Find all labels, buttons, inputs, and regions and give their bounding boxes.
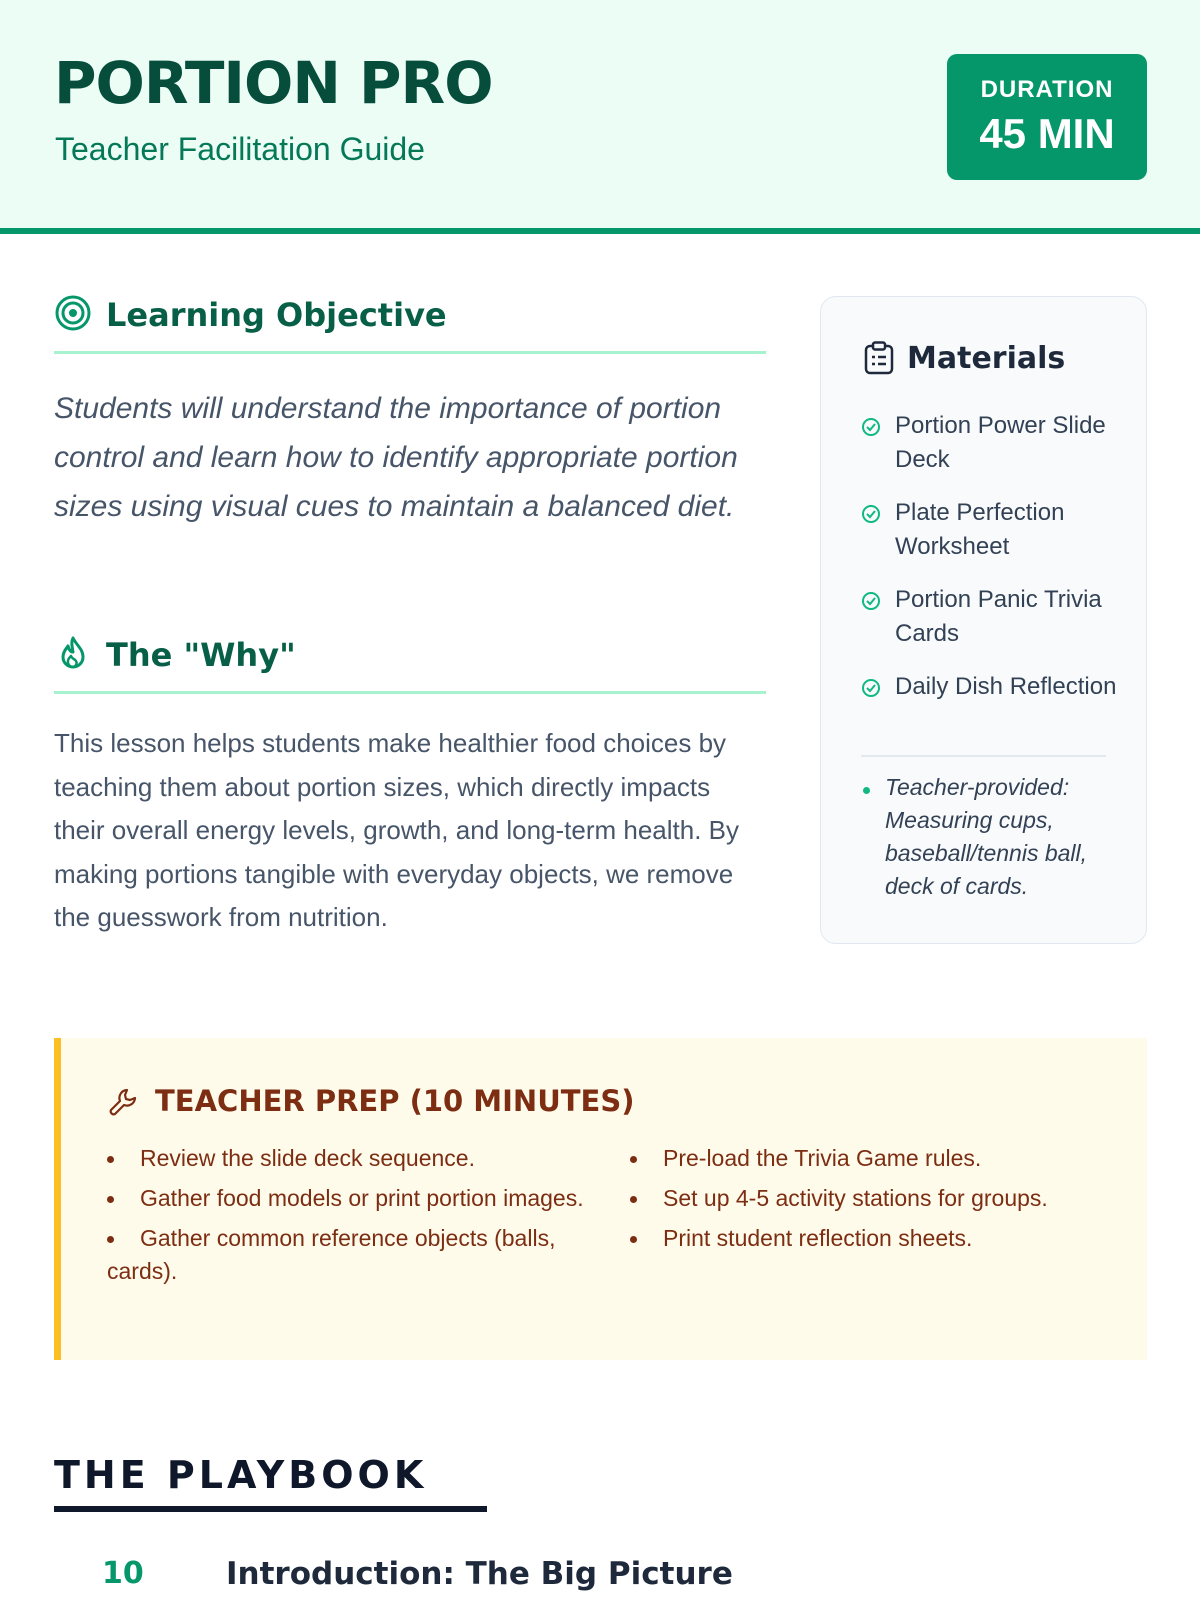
duration-badge [947,54,1147,180]
materials-note: Teacher-provided: Measuring cups, baseball/tennis ball, deck of cards. [885,774,1088,899]
why-text: This lesson helps students make healthier food choices by teaching them about portion sizes, which directly impacts their overall energy levels, growth, and long-term health. By making portions tangible with everyday objects, we remove the guesswork from nutrition. [54,728,740,932]
materials-item-label: Daily Dish Reflection [895,673,1117,700]
check-circle-icon [861,417,881,437]
playbook-title: THE PLAYBOOK [54,1453,428,1497]
clipboard-icon [863,341,895,375]
check-circle-icon [861,591,881,611]
step-minutes: 10 [102,1556,144,1591]
wrench-icon [107,1086,139,1118]
prep-item: Print student reflection sheets. [630,1222,1130,1255]
prep-item: Pre-load the Trivia Game rules. [630,1142,1130,1175]
flame-icon [54,634,92,672]
prep-item: Set up 4-5 activity stations for groups. [630,1182,1130,1215]
prep-list-right [630,1142,1130,1262]
page-title: PORTION PRO [54,49,493,117]
objective-heading [54,294,766,354]
materials-item-label: Portion Power Slide Deck [895,412,1106,473]
prep-list-left [107,1142,597,1295]
prep-title: TEACHER PREP (10 MINUTES) [155,1084,635,1118]
page-subtitle: Teacher Facilitation Guide [55,131,425,167]
objective-heading-label: Learning Objective [106,296,447,334]
bullet-dot [863,787,870,794]
target-icon [54,294,92,332]
materials-item-label: Plate Perfection Worksheet [895,499,1065,560]
teacher-prep-panel [54,1038,1147,1360]
prep-item: Review the slide deck sequence. [107,1142,597,1175]
duration-value: 45 MIN [979,110,1115,157]
check-circle-icon [861,678,881,698]
why-heading [54,634,766,694]
materials-title: Materials [907,341,1066,376]
prep-item: Gather food models or print portion images. [107,1182,597,1215]
step-title: Introduction: The Big Picture [226,1556,733,1592]
materials-card [820,296,1147,944]
check-circle-icon [861,504,881,524]
header-banner [0,0,1200,234]
playbook-heading [54,1453,487,1512]
prep-item: Gather common reference objects (balls, cards). [107,1222,597,1288]
objective-text: Students will understand the importance of portion control and learn how to identify appropriate portion sizes using visual cues to maintain a balanced diet. [54,392,738,523]
materials-divider [861,755,1106,757]
duration-label: DURATION [980,76,1114,103]
why-heading-label: The "Why" [106,636,296,674]
materials-item-label: Portion Panic Trivia Cards [895,586,1102,647]
